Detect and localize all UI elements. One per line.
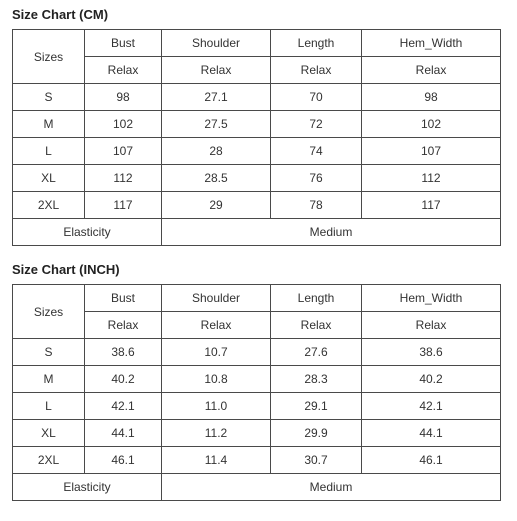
bust-cell: 42.1 <box>85 393 162 420</box>
size-cell: S <box>13 84 85 111</box>
table-row <box>13 393 501 420</box>
size-cell: XL <box>13 165 85 192</box>
table-row <box>13 111 501 138</box>
length-cell: 28.3 <box>271 366 362 393</box>
length-cell: 74 <box>271 138 362 165</box>
hem-width-cell: 98 <box>362 84 501 111</box>
table-row <box>13 165 501 192</box>
elasticity-label: Elasticity <box>13 219 162 246</box>
size-cell: M <box>13 111 85 138</box>
shoulder-fit: Relax <box>162 312 271 339</box>
shoulder-fit: Relax <box>162 57 271 84</box>
header-row <box>13 285 501 312</box>
hem-width-cell: 44.1 <box>362 420 501 447</box>
length-cell: 76 <box>271 165 362 192</box>
hem-width-cell: 102 <box>362 111 501 138</box>
header-row <box>13 30 501 57</box>
bust-cell: 107 <box>85 138 162 165</box>
size-cell: S <box>13 339 85 366</box>
hem-width-cell: 38.6 <box>362 339 501 366</box>
size-chart-inch-table <box>12 284 501 501</box>
hem-width-cell: 46.1 <box>362 447 501 474</box>
bust-fit: Relax <box>85 57 162 84</box>
elasticity-row <box>13 219 501 246</box>
shoulder-cell: 28.5 <box>162 165 271 192</box>
size-chart-inch-title: Size Chart (INCH) <box>12 262 120 277</box>
hem-width-cell: 112 <box>362 165 501 192</box>
length-header: Length <box>271 285 362 312</box>
table-row <box>13 420 501 447</box>
size-cell: 2XL <box>13 192 85 219</box>
size-cell: L <box>13 138 85 165</box>
length-fit: Relax <box>271 57 362 84</box>
bust-fit: Relax <box>85 312 162 339</box>
hem-width-cell: 42.1 <box>362 393 501 420</box>
hem-width-header: Hem_Width <box>362 30 501 57</box>
size-cell: M <box>13 366 85 393</box>
bust-cell: 112 <box>85 165 162 192</box>
bust-header: Bust <box>85 30 162 57</box>
shoulder-header: Shoulder <box>162 285 271 312</box>
bust-header: Bust <box>85 285 162 312</box>
length-header: Length <box>271 30 362 57</box>
sizes-header: Sizes <box>13 285 85 339</box>
shoulder-header: Shoulder <box>162 30 271 57</box>
bust-cell: 44.1 <box>85 420 162 447</box>
shoulder-cell: 11.0 <box>162 393 271 420</box>
length-cell: 29.9 <box>271 420 362 447</box>
elasticity-value: Medium <box>162 474 501 501</box>
shoulder-cell: 11.4 <box>162 447 271 474</box>
size-chart-cm-table <box>12 29 501 246</box>
table-row <box>13 339 501 366</box>
length-cell: 78 <box>271 192 362 219</box>
hem-width-header: Hem_Width <box>362 285 501 312</box>
length-cell: 29.1 <box>271 393 362 420</box>
shoulder-cell: 28 <box>162 138 271 165</box>
elasticity-label: Elasticity <box>13 474 162 501</box>
hem-width-cell: 117 <box>362 192 501 219</box>
shoulder-cell: 27.1 <box>162 84 271 111</box>
shoulder-cell: 10.7 <box>162 339 271 366</box>
hem-width-cell: 40.2 <box>362 366 501 393</box>
length-cell: 72 <box>271 111 362 138</box>
hem-width-cell: 107 <box>362 138 501 165</box>
table-row <box>13 138 501 165</box>
hem-width-fit: Relax <box>362 57 501 84</box>
size-cell: L <box>13 393 85 420</box>
shoulder-cell: 11.2 <box>162 420 271 447</box>
bust-cell: 98 <box>85 84 162 111</box>
length-cell: 27.6 <box>271 339 362 366</box>
table-row <box>13 84 501 111</box>
length-cell: 30.7 <box>271 447 362 474</box>
size-cell: XL <box>13 420 85 447</box>
bust-cell: 38.6 <box>85 339 162 366</box>
bust-cell: 40.2 <box>85 366 162 393</box>
bust-cell: 117 <box>85 192 162 219</box>
shoulder-cell: 27.5 <box>162 111 271 138</box>
subheader-row <box>13 57 501 84</box>
subheader-row <box>13 312 501 339</box>
table-row <box>13 192 501 219</box>
hem-width-fit: Relax <box>362 312 501 339</box>
table-row <box>13 447 501 474</box>
size-chart-cm-title: Size Chart (CM) <box>12 7 109 22</box>
shoulder-cell: 10.8 <box>162 366 271 393</box>
table-row <box>13 366 501 393</box>
size-cell: 2XL <box>13 447 85 474</box>
bust-cell: 46.1 <box>85 447 162 474</box>
length-fit: Relax <box>271 312 362 339</box>
length-cell: 70 <box>271 84 362 111</box>
elasticity-value: Medium <box>162 219 501 246</box>
shoulder-cell: 29 <box>162 192 271 219</box>
elasticity-row <box>13 474 501 501</box>
sizes-header: Sizes <box>13 30 85 84</box>
bust-cell: 102 <box>85 111 162 138</box>
